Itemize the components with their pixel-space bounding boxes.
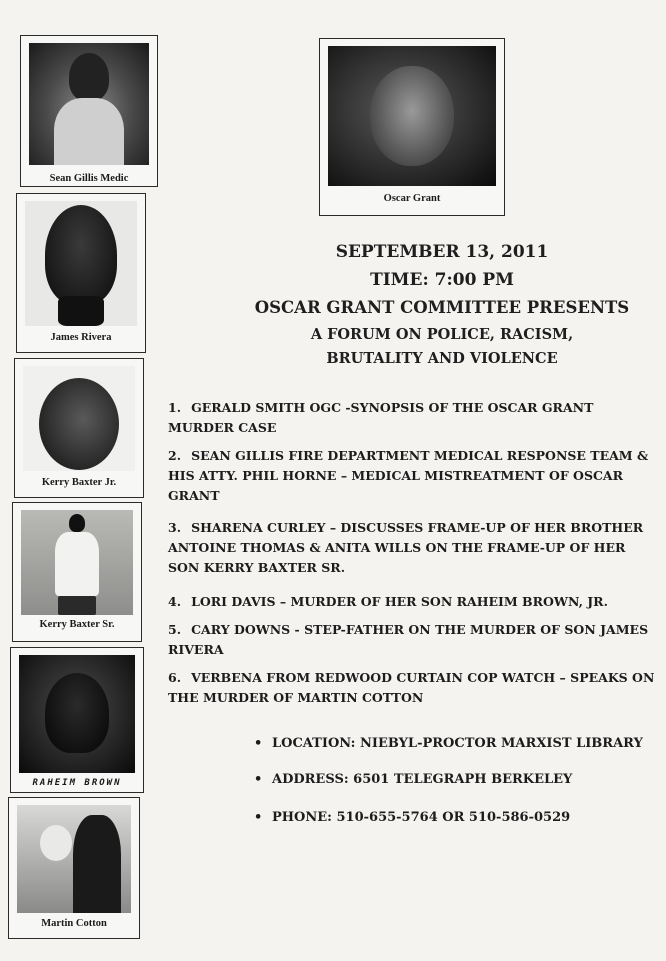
photo-caption: James Rivera bbox=[50, 332, 112, 343]
speaker-item bbox=[168, 518, 658, 578]
silhouette bbox=[73, 815, 121, 913]
photo-martin-cotton bbox=[8, 797, 140, 939]
photo-caption: Sean Gillis Medic bbox=[49, 173, 129, 184]
item-number: 6. bbox=[168, 670, 182, 685]
item-number: 4. bbox=[168, 594, 182, 609]
silhouette bbox=[55, 532, 99, 596]
silhouette bbox=[69, 53, 109, 101]
photo-caption: RAHEIM BROWN bbox=[32, 778, 122, 788]
silhouette bbox=[58, 596, 96, 615]
speaker-item bbox=[168, 592, 658, 612]
silhouette bbox=[45, 673, 109, 753]
address-detail bbox=[254, 772, 572, 787]
item-number: 1. bbox=[168, 400, 182, 415]
portrait-image bbox=[23, 366, 135, 471]
forum-title-line-2: BRUTALITY AND VIOLENCE bbox=[326, 350, 558, 367]
location-detail bbox=[254, 736, 643, 751]
photo-raheim-brown bbox=[10, 647, 144, 793]
portrait-image bbox=[328, 46, 496, 186]
photo-caption: Martin Cotton bbox=[41, 918, 107, 929]
photo-kerry-baxter-jr bbox=[14, 358, 144, 498]
portrait-image bbox=[21, 510, 133, 615]
item-number: 2. bbox=[168, 448, 182, 463]
portrait-image bbox=[19, 655, 135, 773]
silhouette bbox=[45, 205, 117, 305]
speaker-item bbox=[168, 620, 658, 660]
bullet-icon: • bbox=[254, 810, 263, 825]
photo-caption: Oscar Grant bbox=[383, 193, 441, 204]
silhouette bbox=[69, 514, 85, 532]
photo-sean-gillis bbox=[20, 35, 158, 187]
silhouette bbox=[370, 66, 454, 166]
photo-caption: Kerry Baxter Jr. bbox=[41, 477, 117, 488]
address-text: ADDRESS: 6501 TELEGRAPH BERKELEY bbox=[272, 772, 573, 787]
item-text: LORI DAVIS – MURDER OF HER SON RAHEIM BROWN, JR. bbox=[191, 594, 608, 609]
bullet-icon: • bbox=[254, 772, 263, 787]
item-text: SHARENA CURLEY – DISCUSSES FRAME-UP OF HER BROTHER ANTOINE THOMAS & ANITA WILLS ON THE FRAME-UP OF HER SON KERRY BAXTER SR. bbox=[168, 520, 644, 575]
portrait-image bbox=[17, 805, 131, 913]
item-text: CARY DOWNS - STEP-FATHER ON THE MURDER OF SON JAMES RIVERA bbox=[168, 622, 649, 657]
portrait-image bbox=[25, 201, 137, 326]
phone-text: PHONE: 510-655-5764 OR 510-586-0529 bbox=[272, 810, 571, 825]
photo-kerry-baxter-sr bbox=[12, 502, 142, 642]
silhouette bbox=[39, 378, 119, 470]
item-number: 5. bbox=[168, 622, 182, 637]
speaker-item bbox=[168, 668, 658, 708]
item-text: VERBENA FROM REDWOOD CURTAIN COP WATCH – SPEAKS ON THE MURDER OF MARTIN COTTON bbox=[168, 670, 655, 705]
phone-detail bbox=[254, 810, 570, 825]
photo-james-rivera bbox=[16, 193, 146, 353]
silhouette bbox=[40, 825, 72, 861]
silhouette bbox=[58, 296, 104, 326]
portrait-image bbox=[29, 43, 149, 165]
presenter-line: OSCAR GRANT COMMITTEE PRESENTS bbox=[254, 298, 630, 317]
speaker-item bbox=[168, 446, 658, 506]
item-text: SEAN GILLIS FIRE DEPARTMENT MEDICAL RESPONSE TEAM & HIS ATTY. PHIL HORNE – MEDICAL MISTREATMENT OF OSCAR GRANT bbox=[168, 448, 649, 503]
location-text: LOCATION: NIEBYL-PROCTOR MARXIST LIBRARY bbox=[272, 736, 643, 751]
item-text: GERALD SMITH OGC -SYNOPSIS OF THE OSCAR GRANT MURDER CASE bbox=[168, 400, 594, 435]
item-number: 3. bbox=[168, 520, 182, 535]
photo-oscar-grant bbox=[319, 38, 505, 216]
event-time: TIME: 7:00 PM bbox=[370, 270, 514, 290]
speaker-item bbox=[168, 398, 658, 438]
silhouette bbox=[54, 98, 124, 165]
forum-title-line-1: A FORUM ON POLICE, RACISM, bbox=[310, 326, 574, 343]
photo-caption: Kerry Baxter Sr. bbox=[39, 619, 115, 630]
event-date: SEPTEMBER 13, 2011 bbox=[335, 242, 549, 262]
bullet-icon: • bbox=[254, 736, 263, 751]
